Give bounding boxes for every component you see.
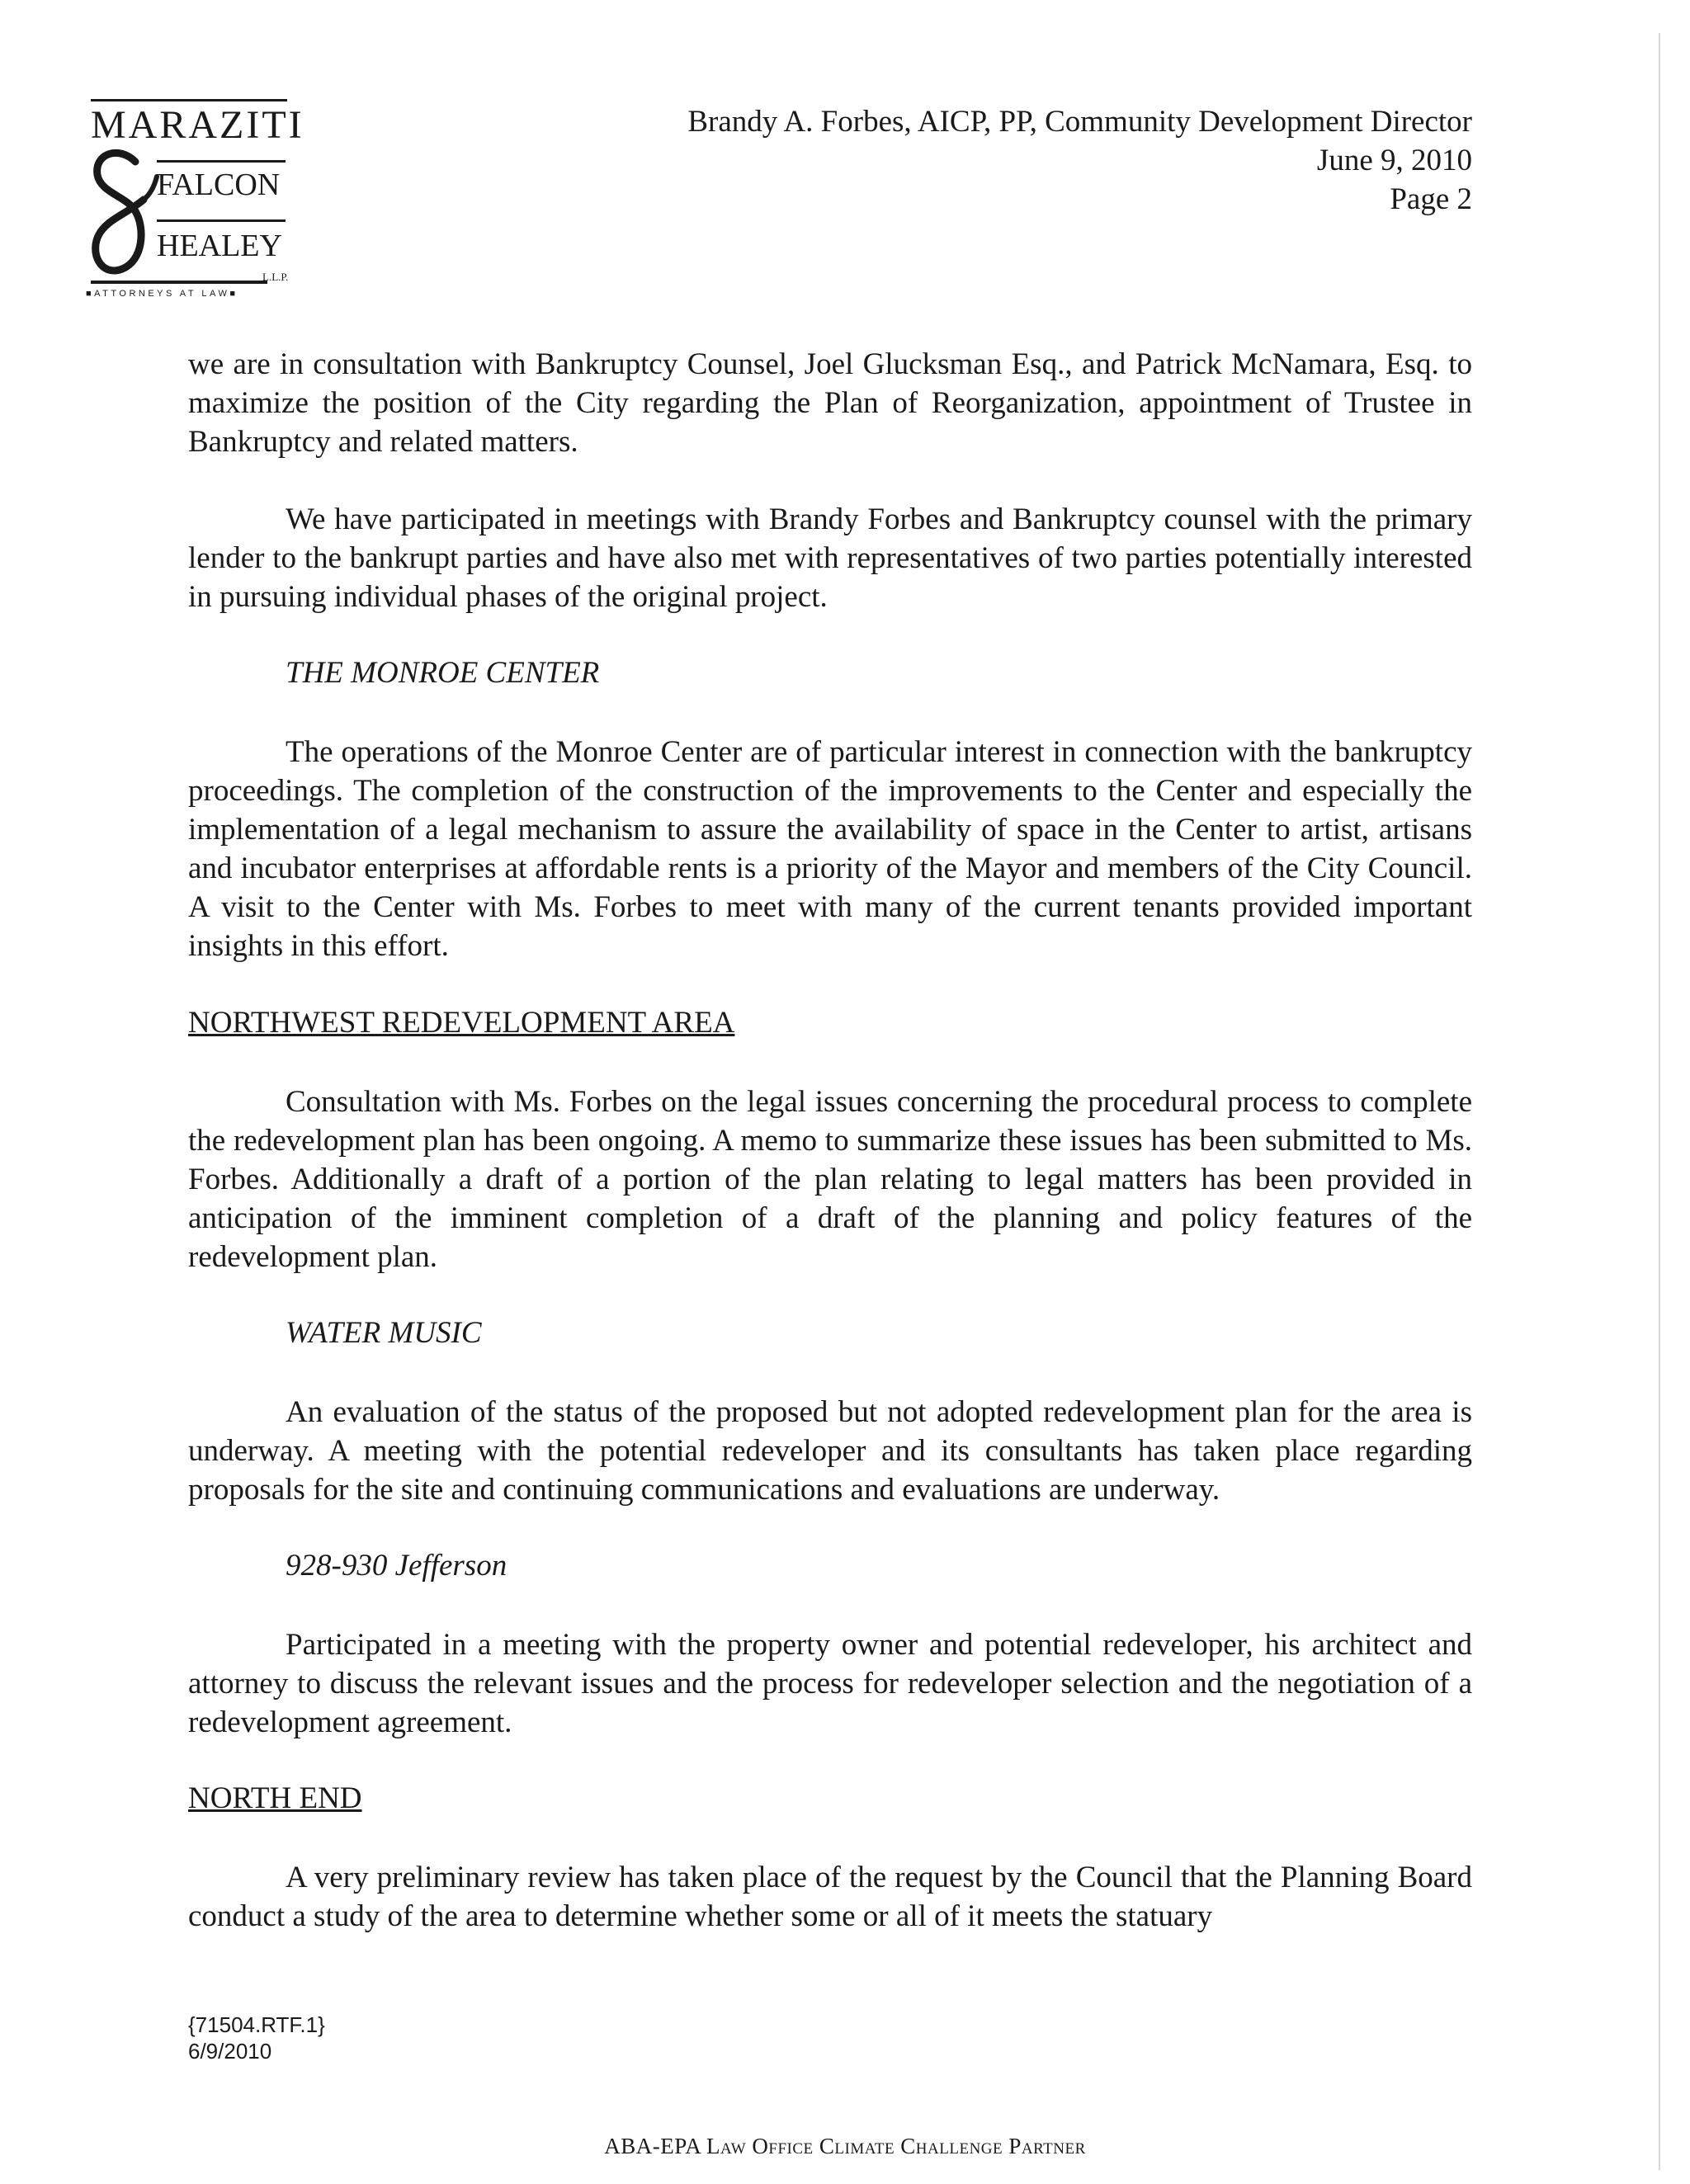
firm-logo (86, 99, 304, 305)
logo-llp: L.L.P. (262, 271, 289, 283)
logo-name-maraziti: MARAZITI (91, 103, 304, 147)
paragraph-north-end: A very preliminary review has taken place of the request by the Council that the Planning Board conduct a study of the area to determine whether some or all of it meets the statuary (188, 1861, 1472, 1933)
heading-water-music: WATER MUSIC (286, 1316, 482, 1350)
footer-document-reference (188, 2012, 325, 2064)
heading-north-end: NORTH END (188, 1781, 362, 1815)
paragraph-bankruptcy-counsel: we are in consultation with Bankruptcy Counsel, Joel Glucksman Esq., and Patrick McNamara, Esq. to maximize the position of the City regarding the Plan of Reorganization, appointment of Trustee in Bankruptcy and related matters. (188, 347, 1472, 459)
logo-tagline: ■ATTORNEYS AT LAW■ (86, 289, 238, 299)
logo-name-healey: HEALEY (157, 229, 282, 263)
heading-monroe-center: THE MONROE CENTER (286, 656, 600, 690)
paragraph-jefferson: Participated in a meeting with the property owner and potential redeveloper, his architect and attorney to discuss the relevant issues and the process for redeveloper selection and the negotiation of a redevelopment agreement. (188, 1628, 1472, 1739)
scan-edge-divider (1659, 33, 1660, 2170)
heading-northwest-redevelopment: NORTHWEST REDEVELOPMENT AREA (188, 1006, 735, 1040)
header-page-number: Page 2 (1390, 182, 1472, 216)
paragraph-water-music: An evaluation of the status of the proposed but not adopted redevelopment plan for the area is underway. A meeting with the potential redeveloper and its consultants has taken place regarding proposals for the site and continuing communications and evaluations are underway. (188, 1395, 1472, 1507)
heading-jefferson: 928-930 Jefferson (286, 1549, 507, 1583)
paragraph-northwest: Consultation with Ms. Forbes on the legal issues concerning the procedural process to complete the redevelopment plan has been ongoing. A memo to summarize these issues has been submitted to Ms. Forbes. Additionally a draft of a portion of the plan relating to legal matters has been provided in anticipation of the imminent completion of a draft of the planning and policy features of the redevelopment plan. (188, 1085, 1472, 1274)
footer-doc-id: {71504.RTF.1} (188, 2012, 325, 2037)
logo-rule (91, 281, 267, 284)
footer-partner-line: ABA-EPA Law Office Climate Challenge Partner (604, 2134, 1086, 2158)
letter-header (687, 102, 1472, 219)
ampersand-icon (86, 145, 160, 285)
header-recipient: Brandy A. Forbes, AICP, PP, Community Development Director (687, 105, 1472, 139)
header-date: June 9, 2010 (1316, 144, 1472, 177)
paragraph-meetings: We have participated in meetings with Brandy Forbes and Bankruptcy counsel with the primary lender to the bankrupt parties and have also met with representatives of two parties potentially interested in pursuing individual phases of the original project. (188, 502, 1472, 614)
logo-name-falcon: FALCON (157, 167, 281, 202)
logo-rule (157, 160, 286, 163)
paragraph-monroe-center: The operations of the Monroe Center are of particular interest in connection with the bankruptcy proceedings. The completion of the construction of the improvements to the Center and especially the implementation of a legal mechanism to assure the availability of space in the Center to artist, artisans and incubator enterprises at affordable rents is a priority of the Mayor and members of the City Council. A visit to the Center with Ms. Forbes to meet with many of the current tenants provided important insights in this effort. (188, 735, 1472, 963)
logo-rule (157, 219, 286, 222)
logo-rule (91, 99, 287, 101)
footer-doc-date: 6/9/2010 (188, 2039, 272, 2064)
